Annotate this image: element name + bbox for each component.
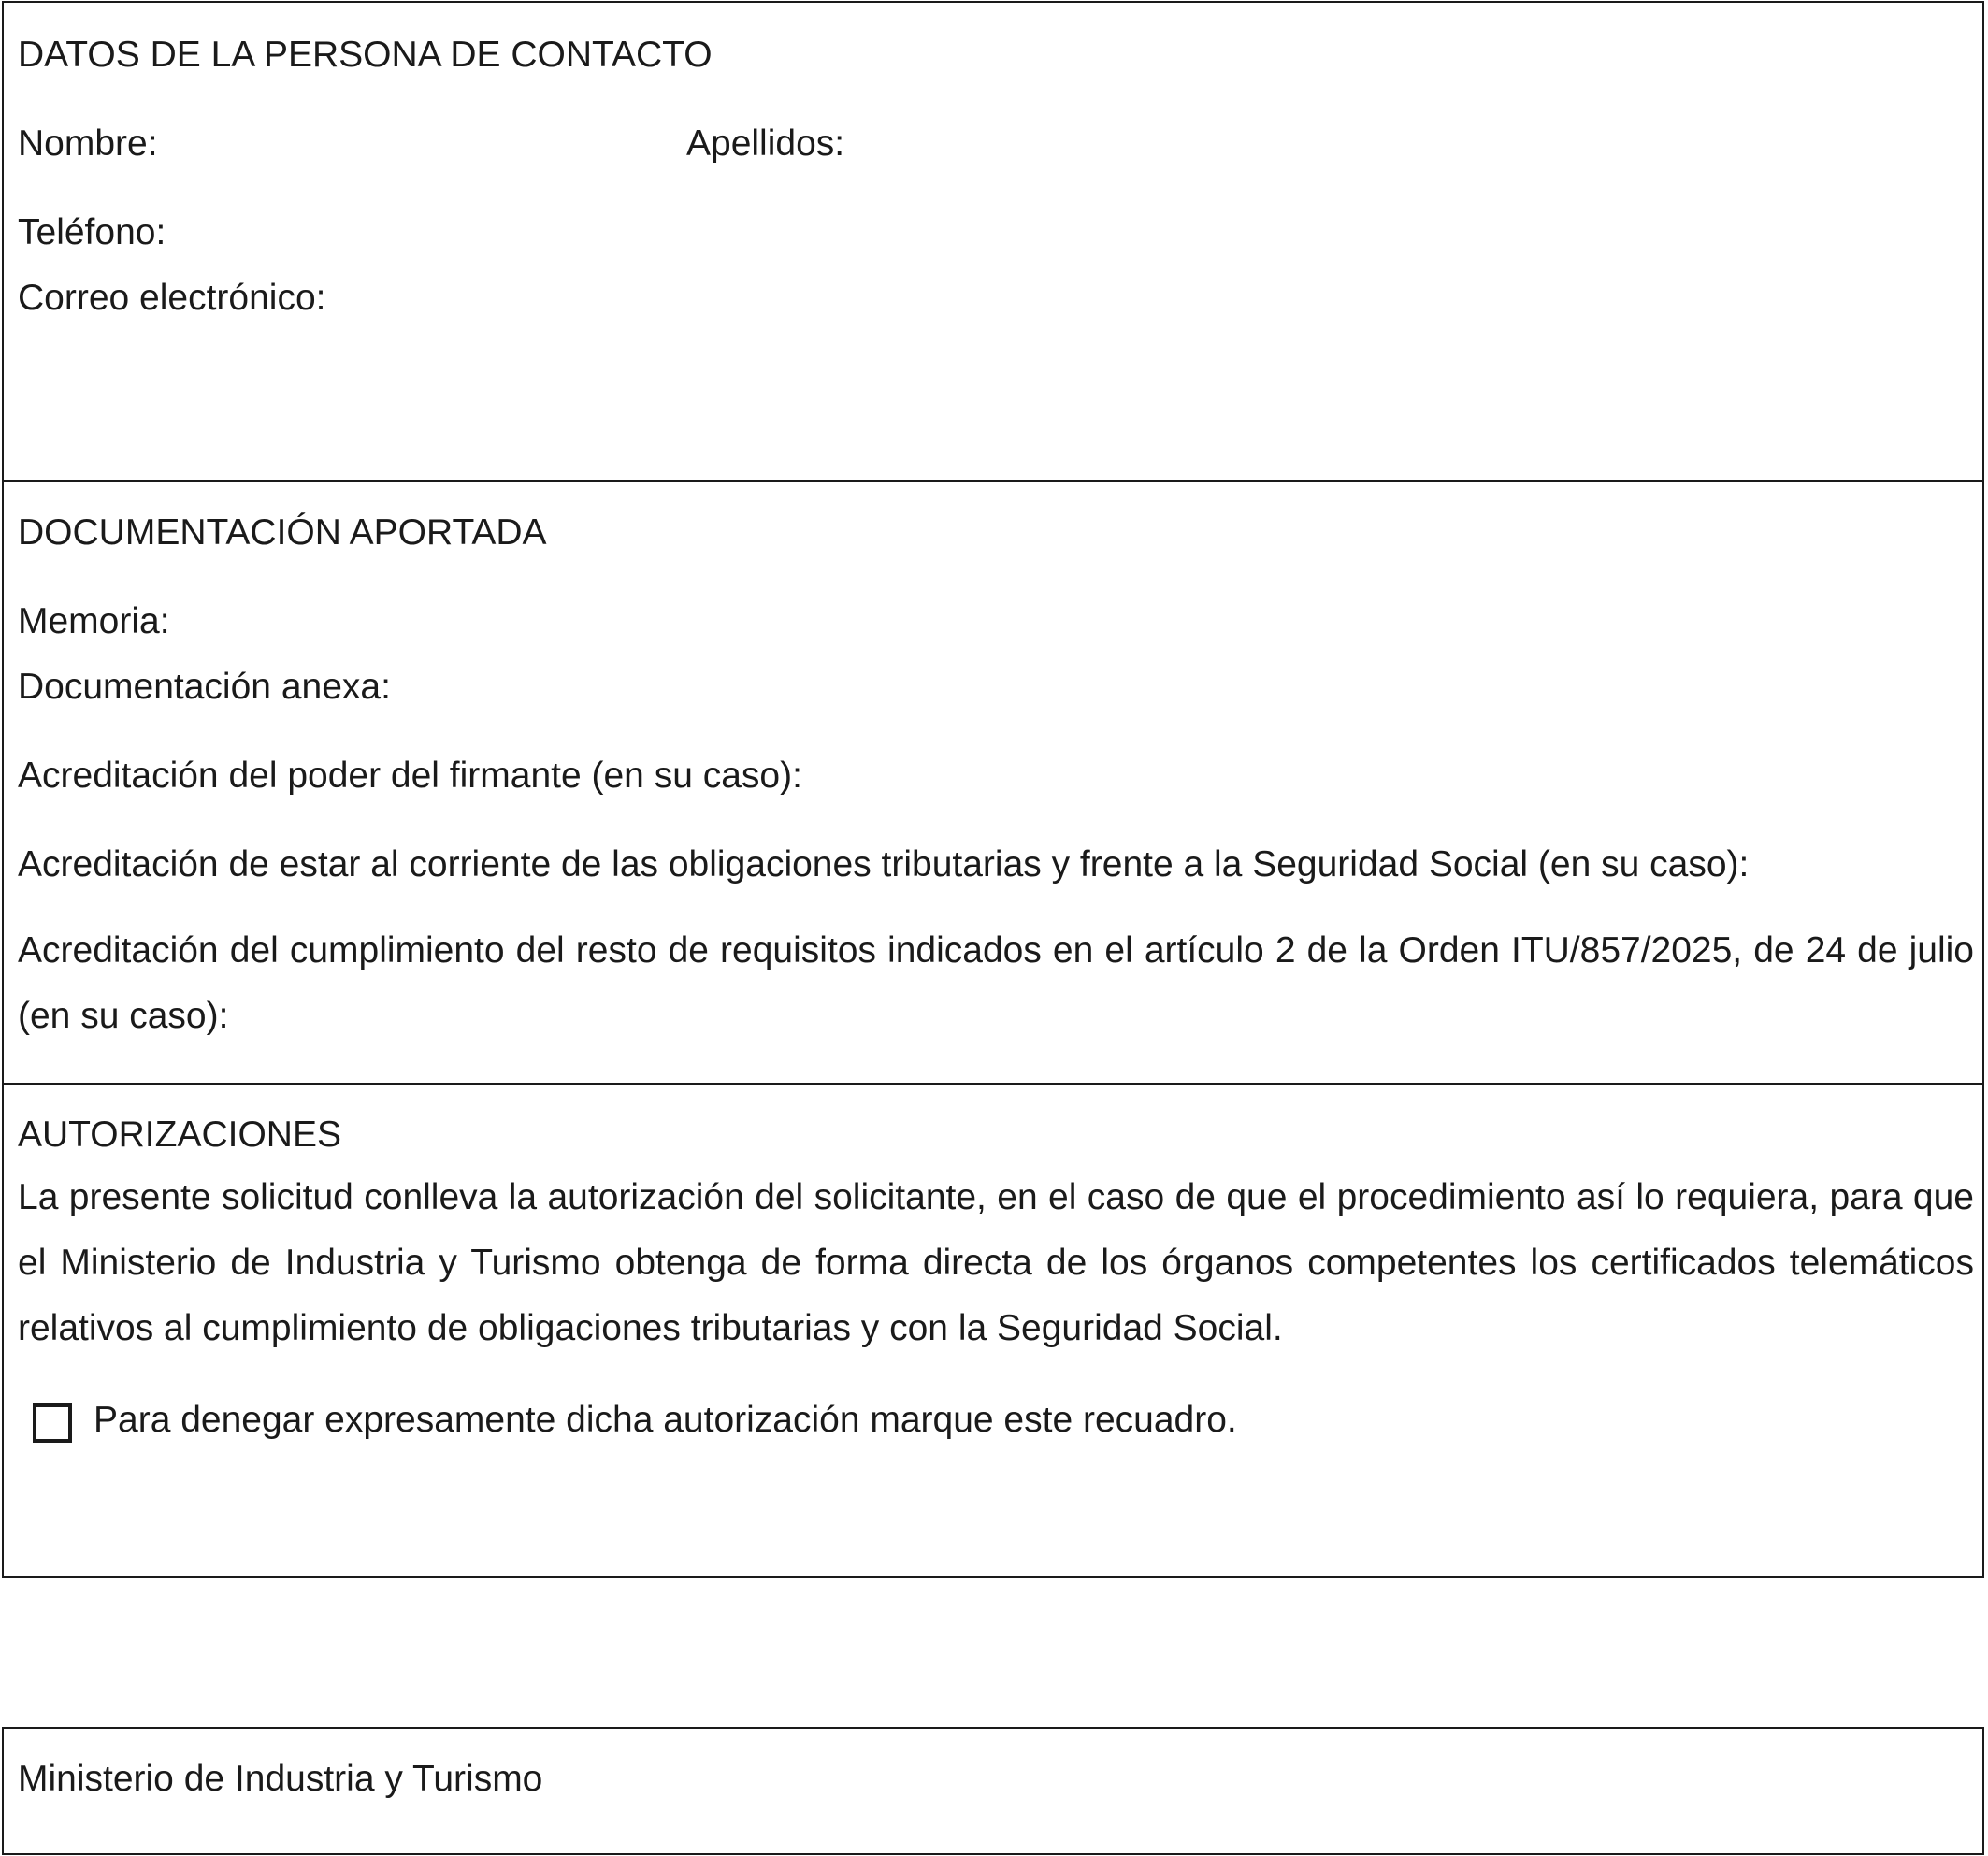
deny-authorization-checkbox[interactable]: [33, 1403, 72, 1443]
authorizations-heading: AUTORIZACIONES: [18, 1115, 341, 1155]
poder-label: Acreditación del poder del firmante (en su caso):: [18, 755, 802, 796]
ministerio-name: Ministerio de Industria y Turismo: [18, 1759, 543, 1799]
section-divider: [4, 480, 1982, 482]
memoria-label: Memoria:: [18, 601, 170, 641]
section-divider: [4, 1083, 1982, 1085]
obligaciones-label: Acreditación de estar al corriente de las obligaciones tributarias y frente a la Seguridad Social (en su caso):: [18, 844, 1750, 885]
anexa-label: Documentación anexa:: [18, 667, 391, 707]
contact-heading: DATOS DE LA PERSONA DE CONTACTO: [18, 35, 713, 75]
telefono-label: Teléfono:: [18, 212, 166, 252]
form-frame: [2, 1, 1984, 1578]
nombre-label: Nombre:: [18, 123, 158, 164]
apellidos-label: Apellidos:: [686, 123, 845, 164]
deny-authorization-label: Para denegar expresamente dicha autorización marque este recuadro.: [94, 1400, 1237, 1440]
requisitos-label: Acreditación del cumplimiento del resto de requisitos indicados en el artículo 2 de la Orden ITU/857/2025, de 24 de julio (en su caso):: [18, 930, 1974, 1036]
documentation-heading: DOCUMENTACIÓN APORTADA: [18, 512, 547, 553]
authorization-paragraph: La presente solicitud conlleva la autorización del solicitante, en el caso de que el procedimiento así lo requiera, para que el Ministerio de Industria y Turismo obtenga de forma directa de los órganos competentes los certificados telemáticos relativos al cumplimiento de obligaciones tributarias y con la Seguridad Social.: [18, 1177, 1974, 1348]
footer-frame: [2, 1727, 1984, 1855]
correo-label: Correo electrónico:: [18, 278, 326, 318]
